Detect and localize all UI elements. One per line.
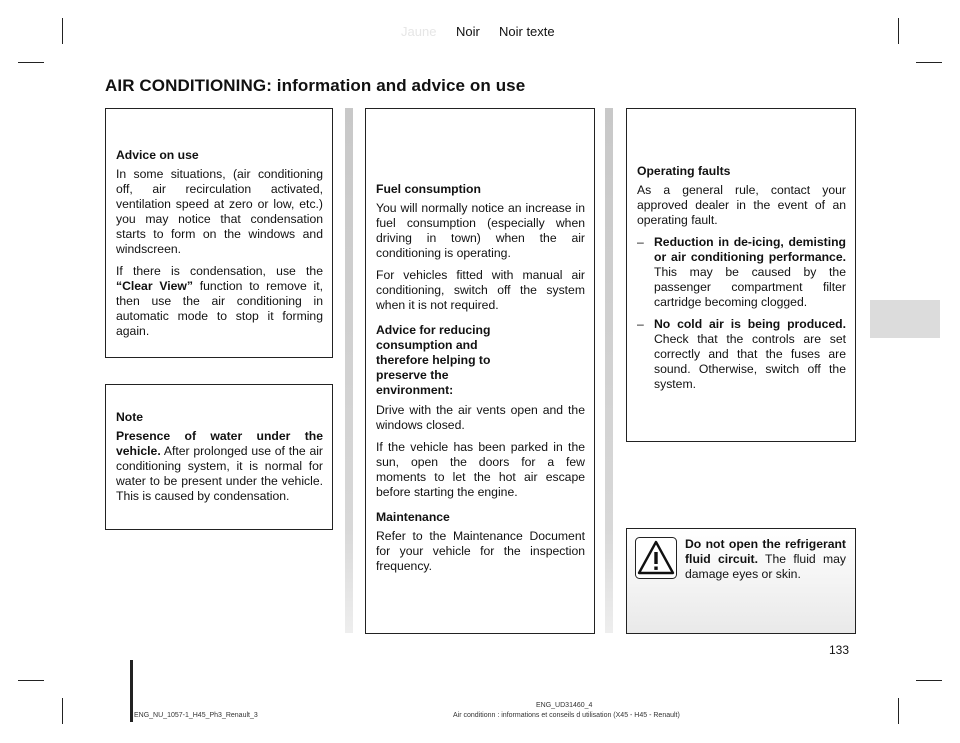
crop-mark (898, 698, 899, 724)
crop-mark (62, 698, 63, 724)
warning-box (626, 528, 856, 634)
fuel-title: Fuel consumption (376, 182, 481, 196)
fuel-paragraph-3: Drive with the air vents open and the windows closed. (376, 403, 585, 432)
header-jaune: Jaune (401, 24, 437, 39)
crop-mark (916, 680, 942, 681)
page-title: AIR CONDITIONING: information and advice on use (105, 76, 526, 95)
maintenance-title: Maintenance (376, 510, 450, 524)
advice-title: Advice on use (116, 148, 199, 162)
footer-right-title: Air conditionn : informations et conseils d utilisation (X45 - H45 - Renault) (453, 712, 680, 719)
fuel-paragraph-2: For vehicles fitted with manual air conditioning, switch off the system when it is not required. (376, 268, 585, 312)
footer-right-code: ENG_UD31460_4 (536, 702, 593, 709)
faults-intro: As a general rule, contact your approved dealer in the event of an operating fault. (637, 183, 846, 227)
crop-mark (18, 680, 44, 681)
fuel-paragraph-4: If the vehicle has been parked in the sun, open the doors for a few moments to let the hot air escape before starting the engine. (376, 440, 585, 499)
fuel-box (365, 108, 595, 634)
warning-text: Do not open the refrigerant fluid circuit. The fluid may damage eyes or skin. (685, 537, 846, 581)
crop-mark (62, 18, 63, 44)
crop-mark (18, 62, 44, 63)
crop-mark (916, 62, 942, 63)
advice-paragraph-2: If there is condensation, use the “Clear View” function to remove it, then use the air conditioning in automatic mode to stop it forming again. (116, 264, 324, 338)
footer-left: ENG_NU_1057-1_H45_Ph3_Renault_3 (134, 712, 258, 719)
fault-item: – No cold air is being produced. Check that the controls are set correctly and that the fuses are sound. Otherwise, switch off the system. (637, 317, 846, 392)
binding-bar (130, 660, 133, 722)
chapter-tab (870, 300, 940, 338)
faults-list (637, 235, 846, 392)
faults-box (626, 108, 856, 442)
crop-mark (898, 18, 899, 44)
warning-triangle-icon (635, 537, 677, 583)
header-noir-texte: Noir texte (499, 24, 555, 39)
note-text: Presence of water under the vehicle. After prolonged use of the air conditioning system, it is normal for water to be present under the vehicle. This is caused by condensation. (116, 429, 323, 503)
reduce-title: Advice for reducing consumption and therefore helping to preserve the environment: (376, 323, 491, 397)
column-separator (345, 108, 353, 633)
header-noir: Noir (456, 24, 480, 39)
page-number: 133 (829, 643, 850, 657)
advice-box (105, 108, 333, 358)
advice-paragraph-1: In some situations, (air conditioning off, air recirculation activated, ventilation speed at zero or low, etc.) you may notice that condensation starts to form on the windows and windscreen. (116, 167, 323, 256)
fault-item: – Reduction in de-icing, demisting or air conditioning performance. This may be caused by the passenger compartment filter cartridge becoming clogged. (637, 235, 846, 310)
fuel-paragraph-5: Refer to the Maintenance Document for your vehicle for the inspection frequency. (376, 529, 585, 573)
note-box (105, 384, 333, 530)
column-separator (605, 108, 613, 633)
note-title: Note (116, 410, 144, 424)
faults-title: Operating faults (637, 164, 731, 178)
fuel-paragraph-1: You will normally notice an increase in fuel consumption (especially when driving in town) when the air conditioning is operating. (376, 201, 585, 260)
